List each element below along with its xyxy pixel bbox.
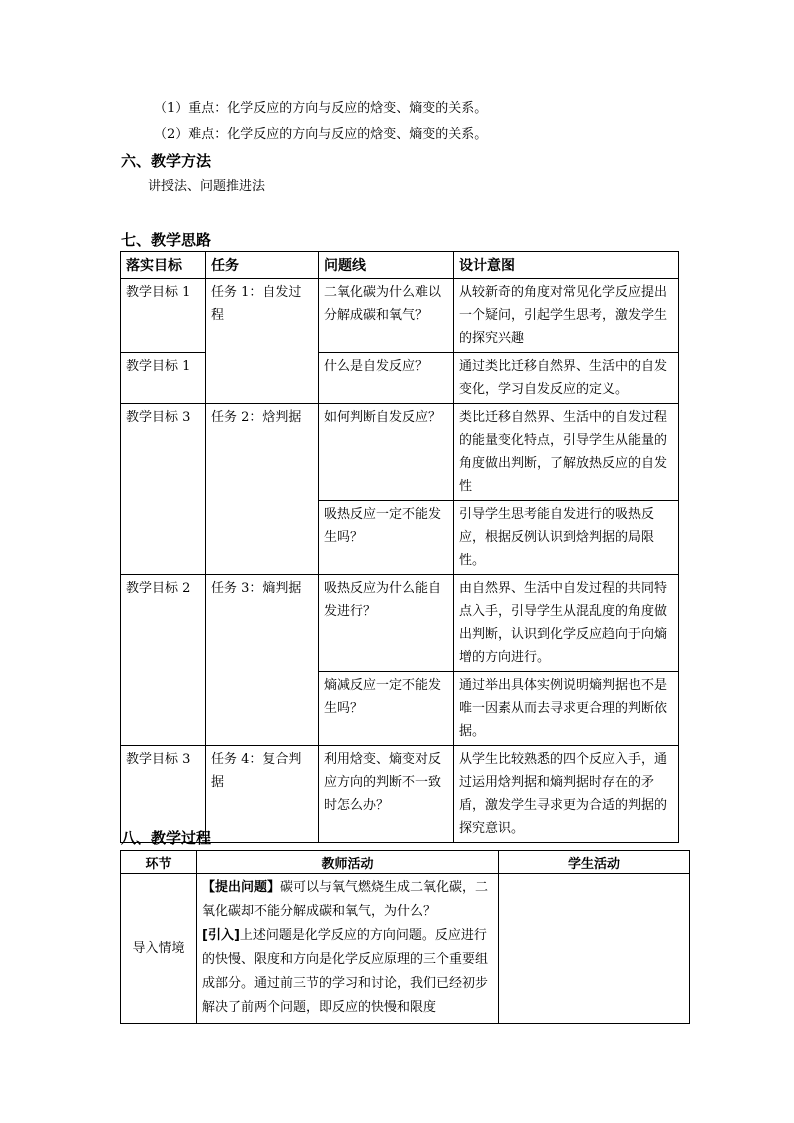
intent-cell: 由自然界、生活中自发过程的共同特点入手，引导学生从混乱度的角度做出判断，认识到化学反应趋向于向熵增的方向进行。 [454,575,679,672]
goal-cell: 教学目标 1 [121,279,206,353]
question-text: 碳可以与氧气燃烧生成二氧化碳，二氧化碳却不能分解成碳和氧气，为什么？ [202,880,489,919]
section6-content: 讲授法、问题推进法 [148,179,266,194]
teacher-paragraph-question [202,876,493,924]
question-cell: 熵减反应一定不能发生吗？ [319,672,454,746]
student-activity-cell [499,874,690,1024]
intent-cell: 类比迁移自然界、生活中的自发过程的能量变化特点，引导学生从能量的角度做出判断，了解放热反应的自发性 [454,404,679,501]
table-row [121,874,690,1024]
header-stage: 环节 [121,851,197,874]
table-header-row [121,252,679,279]
task-cell: 任务 4：复合判据 [206,746,319,843]
process-table [120,850,690,1024]
teacher-paragraph-intro [202,924,493,1020]
goal-cell: 教学目标 2 [121,575,206,746]
header-student-activity: 学生活动 [499,851,690,874]
table-row [121,404,679,501]
goal-cell: 教学目标 3 [121,746,206,843]
table-header-row [121,851,690,874]
header-goal: 落实目标 [121,252,206,279]
question-cell: 什么是自发反应？ [319,353,454,404]
tag-introduction: [引入] [202,928,240,943]
intent-cell: 从较新奇的角度对常见化学反应提出一个疑问，引起学生思考，激发学生的探究兴趣 [454,279,679,353]
table-row [121,575,679,672]
intent-cell: 通过类比迁移自然界、生活中的自发变化，学习自发反应的定义。 [454,353,679,404]
task-cell: 任务 2：焓判据 [206,404,319,575]
design-table [120,251,679,843]
table-row [121,279,679,353]
key-point-difficulty: （2）难点：化学反应的方向与反应的焓变、熵变的关系。 [154,127,488,142]
section7-title: 七、教学思路 [121,231,212,249]
header-intent: 设计意图 [454,252,679,279]
table-row [121,353,679,404]
key-point-focus: （1）重点：化学反应的方向与反应的焓变、熵变的关系。 [154,101,488,116]
question-cell: 如何判断自发反应？ [319,404,454,501]
intro-text: 上述问题是化学反应的方向问题。反应进行的快慢、限度和方向是化学反应原理的三个重要组成部分。通过前三节的学习和讨论，我们已经初步解决了前两个问题，即反应的快慢和限度 [202,928,489,1015]
intent-cell: 从学生比较熟悉的四个反应入手，通过运用焓判据和熵判据时存在的矛盾，激发学生寻求更为合适的判据的探究意识。 [454,746,679,843]
question-cell: 吸热反应一定不能发生吗？ [319,501,454,575]
header-question: 问题线 [319,252,454,279]
header-task: 任务 [206,252,319,279]
goal-cell: 教学目标 1 [121,353,206,404]
section6-title: 六、教学方法 [121,152,212,170]
task-cell: 任务 3：熵判据 [206,575,319,746]
tag-raise-question: 【提出问题】 [202,880,281,895]
teacher-activity-cell [197,874,499,1024]
header-teacher-activity: 教师活动 [197,851,499,874]
question-cell: 吸热反应为什么能自发进行？ [319,575,454,672]
question-cell: 利用焓变、熵变对反应方向的判断不一致时怎么办？ [319,746,454,843]
stage-cell: 导入情境 [121,874,197,1024]
task-cell: 任务 1：自发过程 [206,279,319,404]
intent-cell: 通过举出具体实例说明熵判据也不是唯一因素从而去寻求更合理的判断依据。 [454,672,679,746]
goal-cell: 教学目标 3 [121,404,206,575]
intent-cell: 引导学生思考能自发进行的吸热反应，根据反例认识到焓判据的局限性。 [454,501,679,575]
question-cell: 二氧化碳为什么难以分解成碳和氧气？ [319,279,454,353]
section8-title: 八、教学过程 [121,829,212,847]
